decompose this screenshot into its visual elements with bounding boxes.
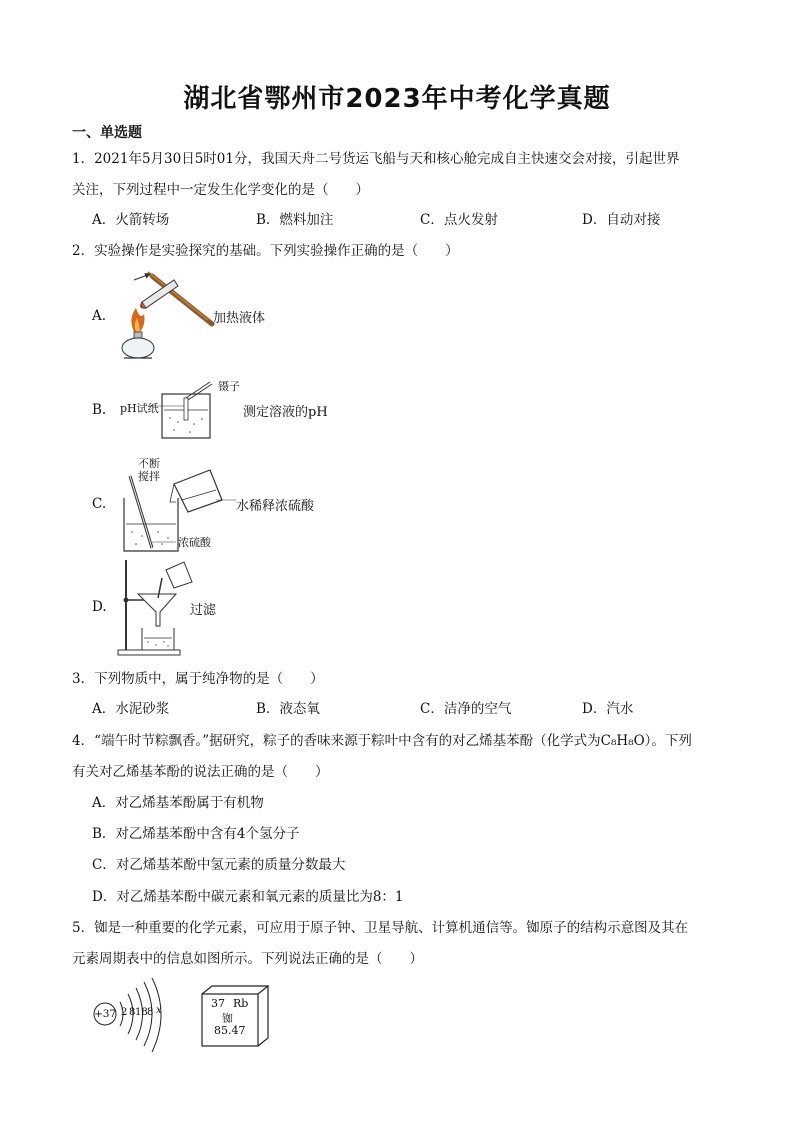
atom-shell-2: 8 bbox=[129, 1007, 136, 1018]
q1-option-d: D．自动对接 bbox=[582, 212, 661, 228]
element-atomic-mass: 85.47 bbox=[214, 1024, 246, 1037]
q2-d-caption: 过滤 bbox=[190, 603, 217, 618]
q4-option-c: C．对乙烯基苯酚中氢元素的质量分数最大 bbox=[92, 857, 346, 873]
q2-c-label-stir1: 不断 bbox=[138, 457, 160, 470]
q2-c-caption: 水稀释浓硫酸 bbox=[236, 499, 315, 514]
q1-option-c: C．点火发射 bbox=[420, 212, 498, 228]
q2-c-label-stir2: 搅拌 bbox=[138, 470, 160, 483]
q2-c-letter: C. bbox=[92, 496, 107, 512]
section-heading: 一、单选题 bbox=[72, 125, 142, 141]
q2-b-label-paper: pH试纸 bbox=[120, 402, 159, 415]
q1-option-b: B．燃料加注 bbox=[256, 212, 334, 228]
atom-nucleus-charge: +37 bbox=[94, 1008, 117, 1020]
atom-shell-1: 2 bbox=[121, 1007, 128, 1018]
page-title: 湖北省鄂州市2023年中考化学真题 bbox=[183, 84, 611, 114]
heating-liquid-figure bbox=[112, 262, 222, 362]
filtration-figure bbox=[112, 556, 197, 658]
q3-option-a: A．水泥砂浆 bbox=[92, 701, 170, 717]
q3-stem-line1: 3．下列物质中，属于纯净物的是（ ） bbox=[72, 671, 324, 687]
q4-option-a: A．对乙烯基苯酚属于有机物 bbox=[92, 795, 264, 811]
q5-stem-line2: 元素周期表中的信息如图所示。下列说法正确的是（ ） bbox=[72, 951, 423, 967]
q3-option-b: B．液态氧 bbox=[256, 701, 320, 717]
q2-stem-line1: 2．实验操作是实验探究的基础。下列实验操作正确的是（ ） bbox=[72, 243, 459, 259]
q2-d-letter: D. bbox=[92, 599, 107, 615]
q2-b-caption: 测定溶液的pH bbox=[243, 405, 328, 420]
q4-option-d: D．对乙烯基苯酚中碳元素和氧元素的质量比为8：1 bbox=[92, 889, 404, 905]
q1-stem-line1: 1．2021年5月30日5时01分，我国天舟二号货运飞船与天和核心舱完成自主快速交会对接，引起世界 bbox=[72, 151, 680, 167]
atom-shell-5: x bbox=[156, 1005, 162, 1016]
q1-stem-line2: 关注，下列过程中一定发生化学变化的是（ ） bbox=[72, 182, 369, 198]
q5-stem-line1: 5．铷是一种重要的化学元素，可应用于原子钟、卫星导航、计算机通信等。铷原子的结构示意图及其在 bbox=[72, 920, 689, 936]
q2-a-caption: 加热液体 bbox=[213, 311, 266, 326]
element-name: 铷 bbox=[222, 1012, 233, 1025]
q2-b-letter: B. bbox=[92, 402, 107, 418]
atom-shell-4: 8 bbox=[147, 1007, 154, 1018]
periodic-cell-frame bbox=[200, 984, 272, 1048]
q4-option-b: B．对乙烯基苯酚中含有4个氢分子 bbox=[92, 826, 300, 842]
q2-b-label-tweezers: 镊子 bbox=[218, 380, 240, 393]
element-atomic-number: 37 bbox=[211, 997, 225, 1010]
q3-option-c: C．洁净的空气 bbox=[420, 701, 512, 717]
q4-stem-line1: 4．“端午时节粽飘香。”据研究，粽子的香味来源于粽叶中含有的对乙烯基苯酚（化学式为C₈H₈O）。下列 bbox=[72, 733, 692, 749]
element-symbol: Rb bbox=[233, 997, 249, 1010]
dilute-acid-figure bbox=[112, 456, 242, 556]
q2-c-label-acid: 浓硫酸 bbox=[178, 536, 211, 549]
q4-stem-line2: 有关对乙烯基苯酚的说法正确的是（ ） bbox=[72, 764, 329, 780]
q2-a-letter: A. bbox=[92, 308, 107, 324]
q3-option-d: D．汽水 bbox=[582, 701, 634, 717]
q1-option-a: A．火箭转场 bbox=[92, 212, 170, 228]
atom-shell-3: 18 bbox=[135, 1007, 148, 1018]
